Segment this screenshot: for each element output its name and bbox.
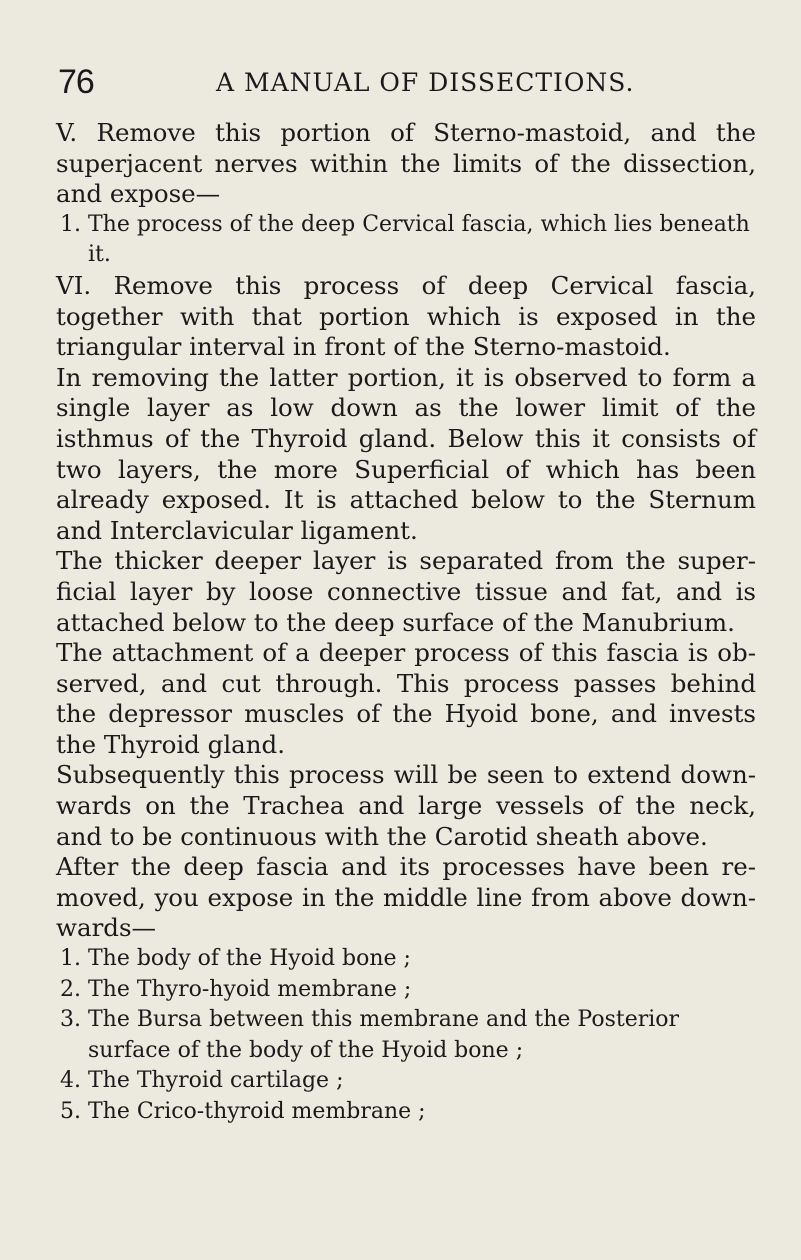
paragraph-subsequently: Subsequently this process will be seen to extend downwards on the Trachea and large vessels of the neck, and to be continuous with the Carotid sheath above.: [56, 760, 756, 851]
list-item-thyro-hyoid: 2. The Thyro-hyoid membrane ;: [60, 976, 412, 1002]
page-header: [0, 62, 801, 102]
list-item-hyoid-body: 1. The body of the Hyoid bone ;: [60, 946, 411, 972]
page-body: [56, 118, 756, 1128]
running-head: A MANUAL OF DISSECTIONS.: [216, 68, 635, 97]
section-6-paragraph: VI. Remove this process of deep Cervical fascia, together with that portion which is exposed in the triangular interval in front of the Sterno-mastoid.: [56, 270, 756, 362]
section-5-paragraph: V. Remove this portion of Sterno-mastoid, and the superjacent nerves within the limits of the dissection, and expose—: [56, 118, 756, 209]
paragraph-removing-latter-portion: In removing the latter portion, it is observed to form a single layer as low down as the lower limit of the isthmus of the Thyroid gland. Below this it consists of two layers, the more Superficial of which has been already exposed. It is attached below to the Sternum and Interclavicular ligament.: [56, 362, 756, 545]
paragraph-thicker-deeper-layer: The thicker deeper layer is separated from the superficial layer by loose connective tissue and fat, and is attached below to the deep surface of the Manubrium.: [56, 546, 756, 637]
list-item-crico-thyroid: 5. The Crico-thyroid membrane ;: [60, 1099, 426, 1124]
page-number: 76: [58, 63, 94, 101]
list-item-thyroid-cartilage: 4. The Thyroid cartilage ;: [60, 1068, 344, 1094]
section-5-list-item: 1. The process of the deep Cervical fascia, which lies beneath it.: [60, 211, 750, 268]
list-item-bursa: 3. The Bursa between this membrane and the Posterior surface of the body of the Hyoid bone ;: [60, 1007, 680, 1063]
paragraph-deeper-process: The attachment of a deeper process of this fascia is observed, and cut through. This process passes behind the depressor muscles of the Hyoid bone, and invests the Thyroid gland.: [56, 638, 756, 759]
paragraph-after-deep-fascia: After the deep fascia and its processes have been removed, you expose in the middle line from above downwards—: [56, 852, 756, 943]
